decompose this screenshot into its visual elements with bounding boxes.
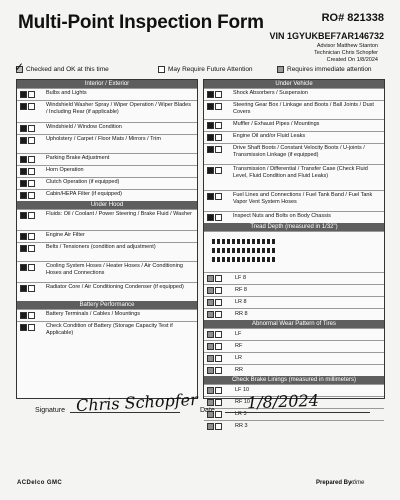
tread-lr: LR 8 [204,296,384,308]
tread-rf: RF 8 [204,284,384,296]
vin-number: VIN 1GYUKBEF7AR146732 [269,31,384,41]
section-battery-list: Battery Terminals / Cables / Mountings Check Condition of Battery (Storage Capacity Test if Applicable) [17,309,197,340]
prepared-by-brand: xtime [350,480,365,486]
section-interior-header: Interior / Exterior [17,80,197,88]
tread-bar-2 [212,248,276,253]
prepared-label: Prepared By [316,480,352,486]
section-tread-header: Tread Depth (measured in 1/32") [204,223,384,231]
date-value: 1/8/2024 [246,390,320,413]
ro-number: RO# 821338 [321,12,384,24]
checkmark-icon: ✓ [14,60,25,74]
section-interior-list: Bulbs and Lights Windshield Washer Spray / Wiper Operation / Wiper Blades / Including Rear (if applicable) Windshield / Window Condition Upholstery / Carpet / Floor Mats / Mirrors / Trim Parking Brake Adjustment Horn Operation Clutch Operation (if equipped) Cabin/HEPA Filter (if equipped) [17,88,197,201]
created-date: Created On 1/8/2024 [326,57,378,63]
section-undervehicle-list: Shock Absorbers / Suspension Steering Gear Box / Linkage and Boots / Ball Joints / Dust Covers Muffler / Exhaust Pipes / Mountings Engine Oil and/or Fluid Leaks Drive Shaft Boots / Constant Velocity Boots / U-joints / Transmission Linkage (if equipped) Transmission / Differential / Transfer Case (Check Fluid Level, Fluid Condition and Fluid Leaks) Fuel Lines and Connections / Fuel Tank Band / Fuel Tank Vapor Vent System Hoses Inspect Nuts and Bolts on Body Chassis [204,88,384,223]
section-battery-header: Battery Performance [17,301,197,309]
signature-label: Signature [35,407,65,414]
section-underhood-header: Under Hood [17,201,197,209]
signature-value: Chris Schopfer [75,389,199,416]
section-undervehicle-header: Under Vehicle [204,80,384,88]
legend-checked-label: Checked and OK at this time [26,66,109,73]
section-brakes-header: Check Brake Linings (measured in millimeters) [204,376,384,384]
brake-list: LF 10 RF 10 LR 3 RR 3 [204,384,384,432]
legend-future [158,66,253,73]
brand-logos: ACDelco GMC [17,480,63,486]
tread-lf: LF 8 [204,272,384,284]
date-label: Date [200,407,215,414]
legend-red-square [277,66,284,73]
technician: Technician Chris Schopfer [314,50,378,56]
tread-bar-1 [212,239,276,244]
legend-immediate-label: Requires immediate attention [287,66,372,73]
legend-future-label: May Require Future Attention [168,66,253,73]
legend-immediate [277,66,372,73]
tread-rr: RR 8 [204,308,384,320]
section-wear-header: Abnormal Wear Pattern of Tires [204,320,384,328]
legend-checked [14,60,109,74]
page-title: Multi-Point Inspection Form [18,12,264,33]
tread-bar-3 [212,257,276,262]
advisor: Advisor Matthew Stanton [316,43,378,49]
left-panel [16,79,198,399]
tread-depth-gauge [204,231,384,272]
tread-depth-list [204,272,384,320]
legend-yellow-square [158,66,165,73]
section-underhood-list: Fluids: Oil / Coolant / Power Steering / Brake Fluid / Washer Engine Air Filter Belts / Tensioners (condition and adjustment) Cooling System Hoses / Heater Hoses / Air Conditioning Hoses and Connections Radiator Core / Air Conditioning Condenser (if equipped) [17,209,197,301]
wear-list: LF RF LR RR [204,328,384,376]
